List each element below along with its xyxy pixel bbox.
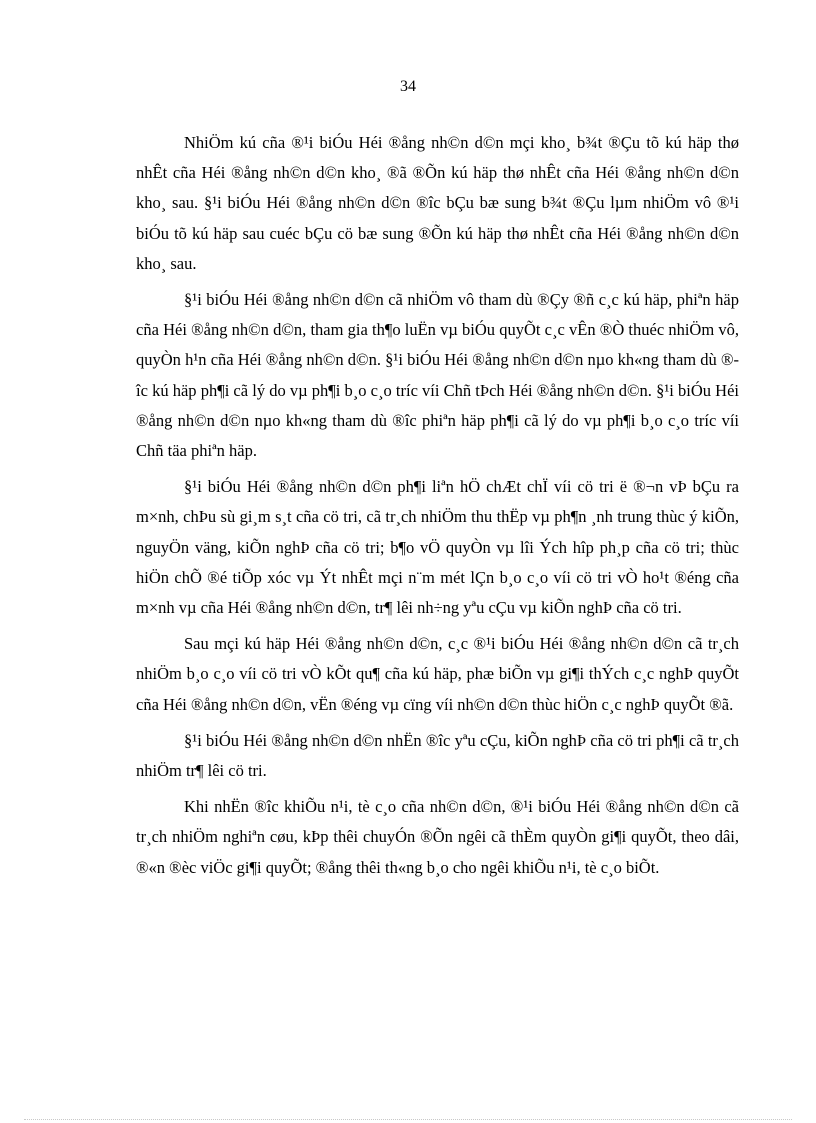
page-bottom-divider <box>24 1119 792 1120</box>
paragraph: §¹i biÓu Héi ®ång nh©n d©n cã nhiÖm vô tham dù ®Çy ®ñ c¸c kú häp, phiªn häp cña Héi ®ång nh©n d©n, tham gia th¶o luËn vµ biÓu quyÕt c¸c vÊn ®Ò thuéc nhiÖm vô, quyÒn h¹n cña Héi ®ång nh©n d©n. §¹i biÓu Héi ®ång nh©n d©n nµo kh«ng tham dù ®îc kú häp ph¶i cã lý do vµ ph¶i b¸o c¸o tríc víi Chñ tÞch Héi ®ång nh©n d©n. §¹i biÓu Héi ®ång nh©n d©n nµo kh«ng tham dù ®îc phiªn häp ph¶i cã lý do vµ ph¶i b¸o c¸o tríc víi Chñ täa phiªn häp. <box>136 290 739 461</box>
paragraph: Sau mçi kú häp Héi ®ång nh©n d©n, c¸c ®¹i biÓu Héi ®ång nh©n d©n cã tr¸ch nhiÖm b¸o c¸o víi cö tri vÒ kÕt qu¶ cña kú häp, phæ biÕn vµ gi¶i thÝch c¸c nghÞ quyÕt cña Héi ®ång nh©n d©n, vËn ®éng vµ cïng víi nh©n d©n thùc hiÖn c¸c nghÞ quyÕt ®ã. <box>136 634 739 714</box>
paragraph: NhiÖm kú cña ®¹i biÓu Héi ®ång nh©n d©n mçi kho¸ b¾t ®Çu tõ kú häp thø nhÊt cña Héi ®ång nh©n d©n kho¸ ®ã ®Õn kú häp thø nhÊt cña Héi ®ång nh©n d©n kho¸ sau. §¹i biÓu Héi ®ång nh©n d©n ®îc bÇu bæ sung b¾t ®Çu lµm nhiÖm vô ®¹i biÓu tõ kú häp sau cuéc bÇu cö bæ sung ®Õn kú häp thø nhÊt cña Héi ®ång nh©n d©n kho¸ sau. <box>136 133 739 273</box>
paragraph: Khi nhËn ®îc khiÕu n¹i, tè c¸o cña nh©n d©n, ®¹i biÓu Héi ®ång nh©n d©n cã tr¸ch nhiÖm nghiªn cøu, kÞp thêi chuyÓn ®Õn ngêi cã thÈm quyÒn gi¶i quyÕt, theo dâi, ®«n ®èc viÖc gi¶i quyÕt; ®ång thêi th«ng b¸o cho ngêi khiÕu n¹i, tè c¸o biÕt. <box>136 797 739 877</box>
paragraph: §¹i biÓu Héi ®ång nh©n d©n ph¶i liªn hÖ chÆt chÏ víi cö tri ë ®¬n vÞ bÇu ra m×nh, chÞu sù gi¸m s¸t cña cö tri, cã tr¸ch nhiÖm thu thËp vµ ph¶n ¸nh trung thùc ý kiÕn, nguyÖn väng, kiÕn nghÞ cña cö tri; b¶o vÖ quyÒn vµ lîi Ých hîp ph¸p cña cö tri; thùc hiÖn chÕ ®é tiÕp xóc vµ Ýt nhÊt mçi n¨m mét lÇn b¸o c¸o víi cö tri vÒ ho¹t ®éng cña m×nh vµ cña Héi ®ång nh©n d©n, tr¶ lêi nh÷ng yªu cÇu vµ kiÕn nghÞ cña cö tri. <box>136 477 739 618</box>
page-number: 34 <box>400 78 416 95</box>
paragraph: §¹i biÓu Héi ®ång nh©n d©n nhËn ®îc yªu cÇu, kiÕn nghÞ cña cö tri ph¶i cã tr¸ch nhiÖm tr¶ lêi cö tri. <box>136 730 739 781</box>
body-text <box>136 128 739 889</box>
